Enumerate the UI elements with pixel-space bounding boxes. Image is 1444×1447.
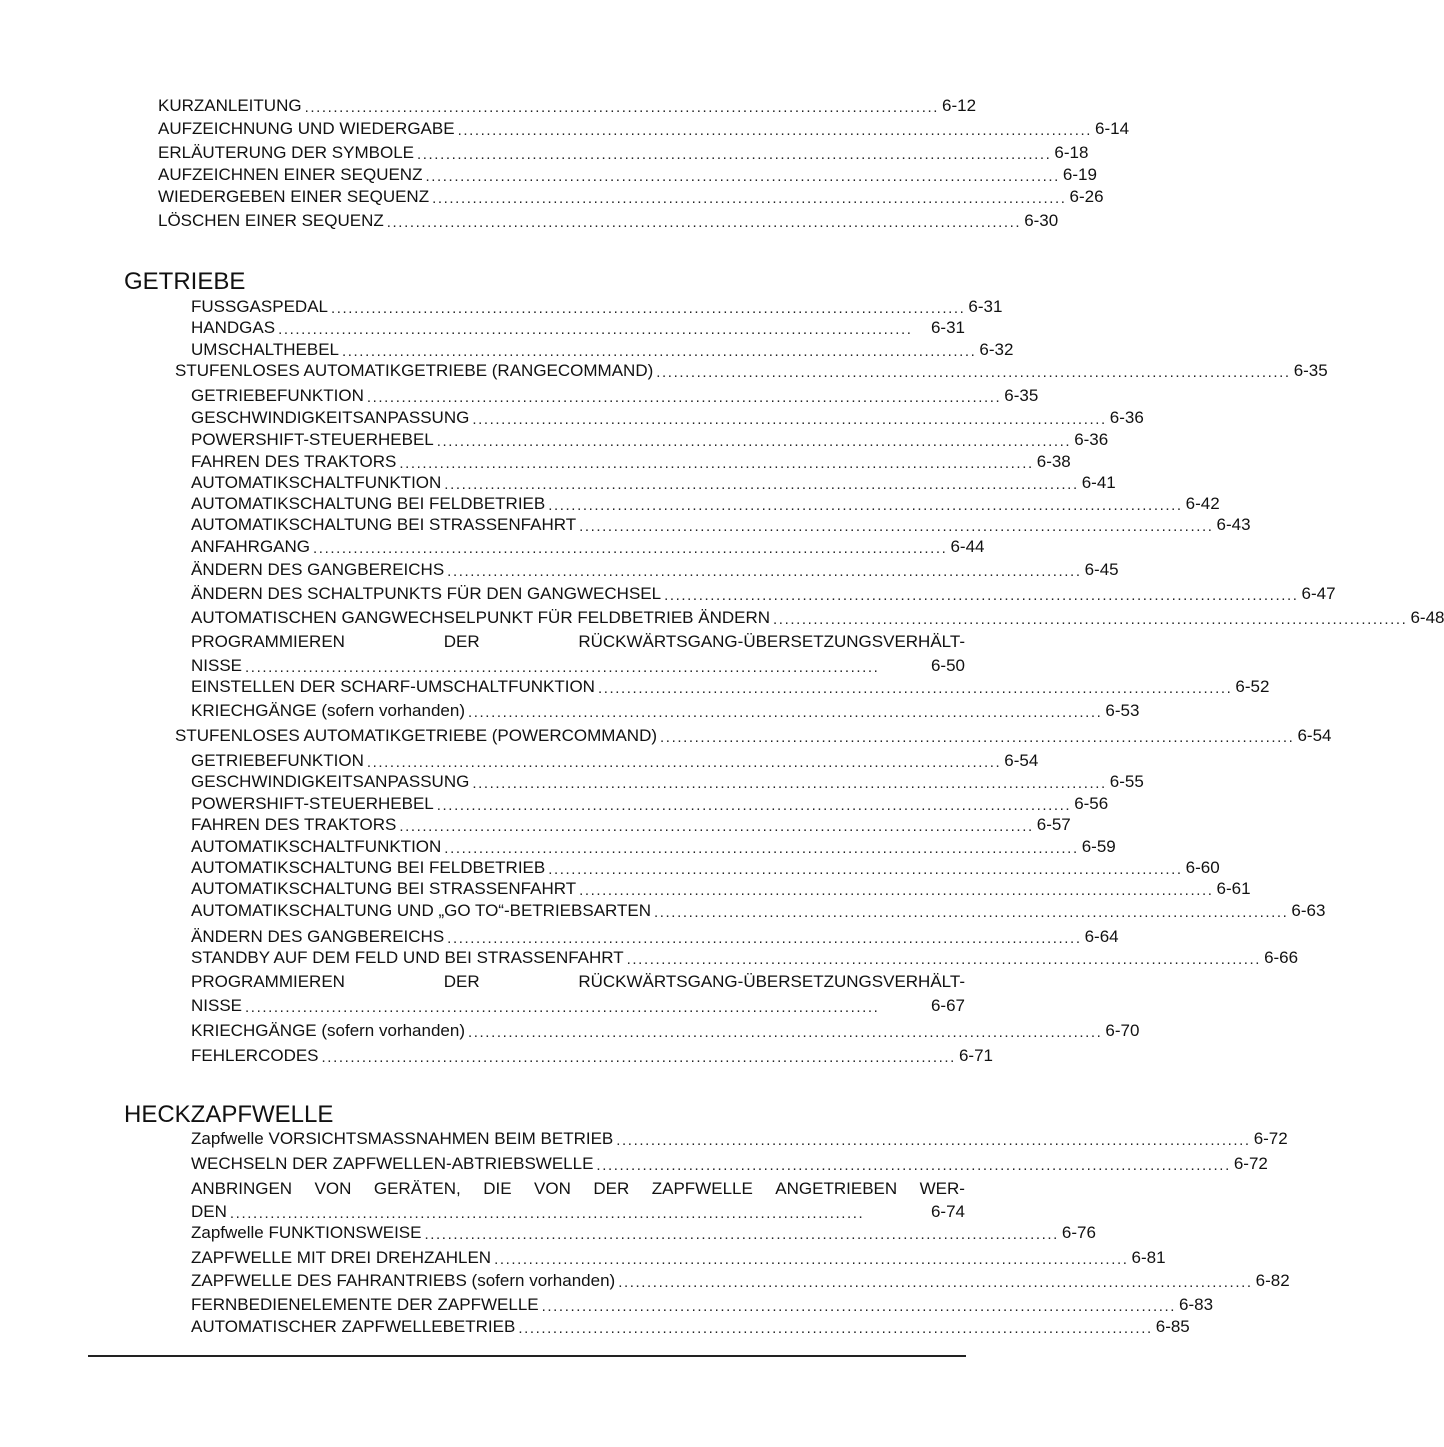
- dot-leader: ..............................................................................................................: [432, 190, 1067, 207]
- toc-entry-page: 6-85: [1155, 1317, 1190, 1336]
- dot-leader: ..............................................................................................................: [278, 321, 913, 338]
- toc-entry[interactable]: [191, 385, 1039, 407]
- toc-entry-title: AUFZEICHNUNG UND WIEDERGABE: [158, 119, 455, 138]
- section-heading-heckzapfwelle: HECKZAPFWELLE: [124, 1101, 334, 1128]
- word: RÜCKWÄRTSGANG-ÜBERSETZUNGSVERHÄLT-: [578, 632, 965, 651]
- toc-entry-page: 6-76: [1061, 1223, 1096, 1242]
- toc-entry[interactable]: [191, 947, 1299, 969]
- toc-entry-title: ÄNDERN DES GANGBEREICHS: [191, 927, 445, 946]
- toc-entry-page: 6-60: [1185, 858, 1220, 877]
- dot-leader: ..............................................................................................................: [304, 99, 939, 116]
- toc-entry-title: DEN: [191, 1202, 227, 1221]
- dot-leader: ..............................................................................................................: [245, 999, 880, 1016]
- toc-entry[interactable]: [191, 1316, 1190, 1338]
- toc-entry-page: 6-12: [942, 96, 977, 115]
- toc-entry-page: 6-59: [1081, 837, 1116, 856]
- toc-entry-page: 6-64: [1084, 927, 1119, 946]
- toc-entry-title: KURZANLEITUNG: [158, 96, 302, 115]
- toc-entry-title: Zapfwelle VORSICHTSMASSNAHMEN BEIM BETRIEB: [191, 1129, 614, 1148]
- dot-leader: ..............................................................................................................: [342, 343, 977, 360]
- word: ANBRINGEN: [191, 1179, 293, 1198]
- toc-entry[interactable]: [158, 142, 1089, 164]
- toc-entry-title: GETRIEBEFUNKTION: [191, 386, 364, 405]
- toc-entry-page: 6-48: [1410, 608, 1444, 627]
- dot-leader: ..............................................................................................................: [548, 861, 1183, 878]
- dot-leader: ..............................................................................................................: [425, 168, 1060, 185]
- toc-entry[interactable]: [175, 725, 1332, 747]
- toc-entry-title: GESCHWINDIGKEITSANPASSUNG: [191, 772, 470, 791]
- toc-entry-page: 6-38: [1036, 452, 1071, 471]
- dot-leader: ..............................................................................................................: [618, 1274, 1253, 1291]
- toc-entry-page: 6-70: [1105, 1021, 1140, 1040]
- word: GERÄTEN,: [373, 1179, 461, 1198]
- toc-entry-title: STUFENLOSES AUTOMATIKGETRIEBE (POWERCOMMAND): [175, 726, 658, 745]
- dot-leader: ..............................................................................................................: [541, 1298, 1177, 1315]
- toc-entry[interactable]: [191, 607, 1444, 629]
- toc-entry-title: AUTOMATIKSCHALTUNG BEI FELDBETRIEB: [191, 858, 546, 877]
- toc-entry-title: AUTOMATIKSCHALTFUNKTION: [191, 837, 442, 856]
- toc-entry-title: AUFZEICHNEN EINER SEQUENZ: [158, 165, 423, 184]
- toc-entry-page: 6-55: [1109, 772, 1144, 791]
- toc-entry-page: 6-45: [1084, 560, 1119, 579]
- toc-entry-page: 6-54: [1297, 726, 1332, 745]
- toc-entry-page: 6-52: [1235, 677, 1270, 696]
- toc-entry[interactable]: [191, 1045, 993, 1067]
- toc-entry-page: 6-44: [950, 537, 985, 556]
- toc-entry-page: 6-57: [1036, 815, 1071, 834]
- toc-entry-title: EINSTELLEN DER SCHARF-UMSCHALTFUNKTION: [191, 677, 595, 696]
- footer-rule: [88, 1355, 966, 1357]
- dot-leader: ..............................................................................................................: [654, 904, 1289, 921]
- toc-entry[interactable]: [191, 793, 1109, 815]
- toc-entry[interactable]: [191, 814, 1071, 836]
- toc-entry-title: POWERSHIFT-STEUERHEBEL: [191, 794, 434, 813]
- word: DER: [443, 632, 480, 651]
- toc-entry-wrapped-line[interactable]: [191, 1178, 965, 1200]
- toc-entry[interactable]: [191, 296, 1003, 318]
- toc-entry[interactable]: [191, 926, 1119, 948]
- toc-entry-title: STUFENLOSES AUTOMATIKGETRIEBE (RANGECOMMAND): [175, 361, 654, 380]
- toc-entry-page: 6-42: [1185, 494, 1220, 513]
- dot-leader: ..............................................................................................................: [245, 659, 880, 676]
- toc-entry[interactable]: [191, 836, 1116, 858]
- toc-entry[interactable]: [191, 536, 985, 558]
- toc-entry-page: 6-74: [930, 1202, 965, 1221]
- toc-entry-page: 6-72: [1233, 1154, 1268, 1173]
- toc-entry-title: AUTOMATISCHEN GANGWECHSELPUNKT FÜR FELDBETRIEB ÄNDERN: [191, 608, 771, 627]
- toc-entry-title: KRIECHGÄNGE (sofern vorhanden): [191, 701, 465, 720]
- dot-leader: ..............................................................................................................: [494, 1251, 1129, 1268]
- toc-entry-title: AUTOMATIKSCHALTUNG BEI STRASSENFAHRT: [191, 879, 577, 898]
- dot-leader: ..............................................................................................................: [579, 882, 1214, 899]
- toc-entry-title: GESCHWINDIGKEITSANPASSUNG: [191, 408, 470, 427]
- dot-leader: ..............................................................................................................: [773, 611, 1408, 628]
- toc-entry-title: FUSSGASPEDAL: [191, 297, 328, 316]
- toc-entry-page: 6-83: [1179, 1295, 1214, 1314]
- toc-entry-page: 6-71: [958, 1046, 993, 1065]
- toc-entry-page: 6-63: [1291, 901, 1326, 920]
- section-heading-getriebe: GETRIEBE: [124, 268, 246, 295]
- toc-entry[interactable]: [191, 700, 1140, 722]
- dot-leader: ..............................................................................................................: [472, 775, 1107, 792]
- dot-leader: ..............................................................................................................: [664, 587, 1299, 604]
- toc-entry[interactable]: [191, 655, 965, 677]
- toc-entry[interactable]: [191, 559, 1119, 581]
- dot-leader: ..............................................................................................................: [468, 1024, 1103, 1041]
- toc-entry-title: FAHREN DES TRAKTORS: [191, 452, 397, 471]
- dot-leader: ..............................................................................................................: [366, 389, 1002, 406]
- toc-entry-title: ZAPFWELLE MIT DREI DREHZAHLEN: [191, 1248, 492, 1267]
- word: PROGRAMMIEREN: [191, 632, 345, 651]
- toc-entry-title: NISSE: [191, 996, 243, 1015]
- toc-entry-title: AUTOMATIKSCHALTUNG UND „GO TO“-BETRIEBSARTEN: [191, 901, 651, 920]
- word: DIE: [483, 1179, 512, 1198]
- dot-leader: ..............................................................................................................: [656, 364, 1291, 381]
- toc-entry[interactable]: [158, 210, 1059, 232]
- word: DER: [593, 1179, 630, 1198]
- word: RÜCKWÄRTSGANG-ÜBERSETZUNGSVERHÄLT-: [578, 972, 965, 991]
- toc-entry-page: 6-36: [1074, 430, 1109, 449]
- toc-entry-page: 6-36: [1109, 408, 1144, 427]
- toc-entry-title: AUTOMATIKSCHALTUNG BEI FELDBETRIEB: [191, 494, 546, 513]
- toc-entry[interactable]: [191, 317, 965, 339]
- toc-entry-page: 6-35: [1293, 361, 1328, 380]
- toc-entry-page: 6-53: [1105, 701, 1140, 720]
- toc-entry[interactable]: [191, 1201, 965, 1223]
- toc-entry-title: FERNBEDIENELEMENTE DER ZAPFWELLE: [191, 1295, 539, 1314]
- toc-entry[interactable]: [158, 95, 977, 117]
- toc-entry-title: FAHREN DES TRAKTORS: [191, 815, 397, 834]
- toc-entry[interactable]: [191, 1020, 1140, 1042]
- dot-leader: ..............................................................................................................: [444, 476, 1079, 493]
- toc-entry-title: POWERSHIFT-STEUERHEBEL: [191, 430, 434, 449]
- dot-leader: ..............................................................................................................: [447, 930, 1082, 947]
- dot-leader: ..............................................................................................................: [366, 754, 1002, 771]
- toc-entry-page: 6-14: [1095, 119, 1130, 138]
- dot-leader: ..............................................................................................................: [399, 818, 1034, 835]
- toc-entry-page: 6-32: [979, 340, 1014, 359]
- toc-entry-title: KRIECHGÄNGE (sofern vorhanden): [191, 1021, 465, 1040]
- toc-entry-title: AUTOMATISCHER ZAPFWELLEBETRIEB: [191, 1317, 516, 1336]
- toc-entry-title: STANDBY AUF DEM FELD UND BEI STRASSENFAHRT: [191, 948, 624, 967]
- toc-entry[interactable]: [191, 1294, 1214, 1316]
- dot-leader: ..............................................................................................................: [321, 1049, 956, 1066]
- toc-entry-page: 6-35: [1004, 386, 1039, 405]
- dot-leader: ..............................................................................................................: [417, 146, 1052, 163]
- word: VON: [314, 1179, 352, 1198]
- dot-leader: ..............................................................................................................: [468, 704, 1103, 721]
- toc-entry-title: WECHSELN DER ZAPFWELLEN-ABTRIEBSWELLE: [191, 1154, 594, 1173]
- toc-entry-title: AUTOMATIKSCHALTUNG BEI STRASSENFAHRT: [191, 515, 577, 534]
- dot-leader: ..............................................................................................................: [386, 214, 1022, 231]
- toc-entry-title: WIEDERGEBEN EINER SEQUENZ: [158, 187, 430, 206]
- toc-entry-wrapped-line[interactable]: [191, 631, 965, 653]
- toc-entry-title: ÄNDERN DES SCHALTPUNKTS FÜR DEN GANGWECHSEL: [191, 584, 662, 603]
- toc-entry-title: ZAPFWELLE DES FAHRANTRIEBS (sofern vorhanden): [191, 1271, 616, 1290]
- toc-entry-title: LÖSCHEN EINER SEQUENZ: [158, 211, 384, 230]
- dot-leader: ..............................................................................................................: [436, 433, 1072, 450]
- toc-entry[interactable]: [191, 1247, 1166, 1269]
- word: WER-: [919, 1179, 965, 1198]
- toc-entry[interactable]: [191, 1128, 1288, 1150]
- dot-leader: ..............................................................................................................: [616, 1132, 1251, 1149]
- dot-leader: ..............................................................................................................: [472, 411, 1107, 428]
- toc-entry[interactable]: [191, 493, 1220, 515]
- word: ZAPFWELLE: [651, 1179, 753, 1198]
- toc-entry-title: ÄNDERN DES GANGBEREICHS: [191, 560, 445, 579]
- toc-entry-title: ERLÄUTERUNG DER SYMBOLE: [158, 143, 414, 162]
- dot-leader: ..............................................................................................................: [313, 540, 948, 557]
- toc-entry-page: 6-18: [1054, 143, 1089, 162]
- dot-leader: ..............................................................................................................: [660, 729, 1295, 746]
- toc-entry[interactable]: [191, 339, 1014, 361]
- dot-leader: ..............................................................................................................: [579, 518, 1214, 535]
- word: DER: [443, 972, 480, 991]
- toc-entry-page: 6-66: [1264, 948, 1299, 967]
- toc-entry[interactable]: [191, 407, 1144, 429]
- toc-entry[interactable]: [158, 164, 1097, 186]
- toc-entry[interactable]: [191, 514, 1251, 536]
- toc-entry-page: 6-81: [1131, 1248, 1166, 1267]
- toc-entry[interactable]: [191, 1153, 1268, 1175]
- toc-entry-page: 6-67: [930, 996, 965, 1015]
- dot-leader: ..............................................................................................................: [518, 1320, 1153, 1337]
- toc-entry-page: 6-43: [1216, 515, 1251, 534]
- toc-entry-title: HANDGAS: [191, 318, 276, 337]
- toc-entry[interactable]: [191, 676, 1270, 698]
- toc-entry-title: Zapfwelle FUNKTIONSWEISE: [191, 1223, 422, 1242]
- toc-entry-page: 6-26: [1069, 187, 1104, 206]
- dot-leader: ..............................................................................................................: [457, 122, 1092, 139]
- toc-entry[interactable]: [191, 583, 1336, 605]
- dot-leader: ..............................................................................................................: [331, 300, 966, 317]
- toc-entry[interactable]: [191, 1222, 1096, 1244]
- toc-entry[interactable]: [175, 360, 1328, 382]
- toc-entry[interactable]: [191, 857, 1220, 879]
- toc-entry[interactable]: [191, 771, 1144, 793]
- toc-entry-title: UMSCHALTHEBEL: [191, 340, 339, 359]
- toc-entry-title: GETRIEBEFUNKTION: [191, 751, 364, 770]
- toc-entry-title: FEHLERCODES: [191, 1046, 319, 1065]
- toc-entry-page: 6-31: [930, 318, 965, 337]
- dot-leader: ..............................................................................................................: [597, 680, 1233, 697]
- dot-leader: ..............................................................................................................: [424, 1226, 1059, 1243]
- toc-entry[interactable]: [158, 118, 1130, 140]
- toc-entry-page: 6-19: [1062, 165, 1097, 184]
- dot-leader: ..............................................................................................................: [229, 1205, 865, 1222]
- toc-entry[interactable]: [191, 878, 1251, 900]
- word: PROGRAMMIEREN: [191, 972, 345, 991]
- toc-entry-title: AUTOMATIKSCHALTFUNKTION: [191, 473, 442, 492]
- toc-entry-page: 6-72: [1253, 1129, 1288, 1148]
- dot-leader: ..............................................................................................................: [596, 1157, 1231, 1174]
- dot-leader: ..............................................................................................................: [447, 563, 1082, 580]
- dot-leader: ..............................................................................................................: [399, 455, 1034, 472]
- toc-entry-page: 6-56: [1074, 794, 1109, 813]
- toc-entry-page: 6-50: [930, 656, 965, 675]
- toc-entry-page: 6-31: [968, 297, 1003, 316]
- toc-entry[interactable]: [191, 451, 1071, 473]
- dot-leader: ..............................................................................................................: [626, 951, 1262, 968]
- toc-entry-page: 6-47: [1301, 584, 1336, 603]
- toc-entry[interactable]: [191, 995, 965, 1017]
- toc-entry-wrapped-line[interactable]: [191, 971, 965, 993]
- toc-entry-title: ANFAHRGANG: [191, 537, 311, 556]
- toc-entry[interactable]: [191, 750, 1039, 772]
- toc-entry[interactable]: [158, 186, 1104, 208]
- dot-leader: ..............................................................................................................: [444, 840, 1079, 857]
- toc-entry-page: 6-41: [1081, 473, 1116, 492]
- dot-leader: ..............................................................................................................: [436, 797, 1072, 814]
- toc-entry-page: 6-82: [1255, 1271, 1290, 1290]
- toc-entry[interactable]: [191, 429, 1109, 451]
- dot-leader: ..............................................................................................................: [548, 497, 1183, 514]
- toc-entry-page: 6-61: [1216, 879, 1251, 898]
- word: ANGETRIEBEN: [775, 1179, 898, 1198]
- toc-entry-page: 6-30: [1024, 211, 1059, 230]
- toc-entry[interactable]: [191, 1270, 1290, 1292]
- toc-entry[interactable]: [191, 900, 1326, 922]
- toc-entry[interactable]: [191, 472, 1116, 494]
- toc-entry-page: 6-54: [1004, 751, 1039, 770]
- word: VON: [534, 1179, 571, 1198]
- toc-entry-title: NISSE: [191, 656, 243, 675]
